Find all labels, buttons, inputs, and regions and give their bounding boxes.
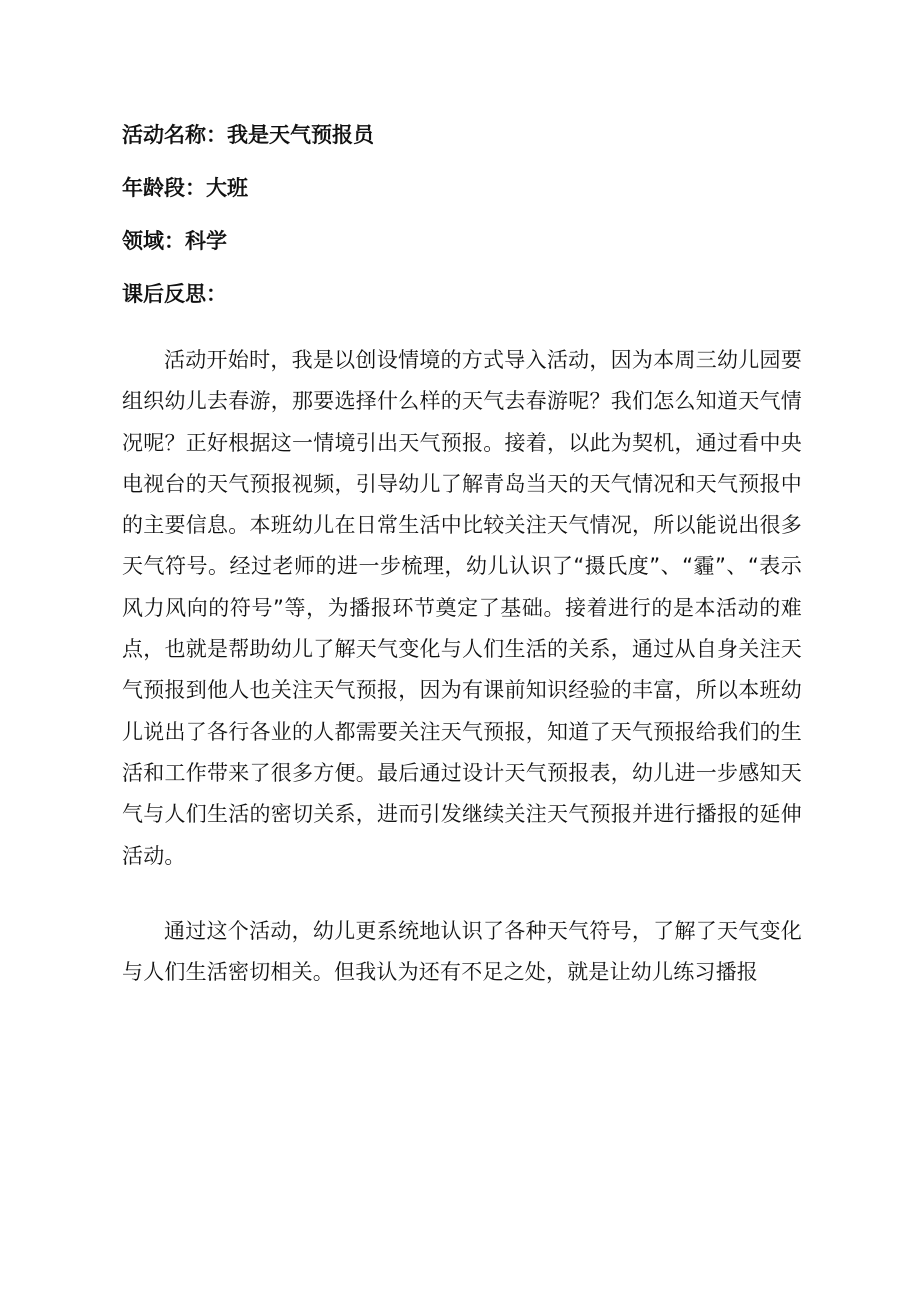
activity-name-line: 活动名称：我是天气预报员 xyxy=(122,123,374,147)
document-meta xyxy=(122,118,822,330)
reflection-heading: 课后反思： xyxy=(122,282,227,306)
domain-line: 领域：科学 xyxy=(122,229,227,253)
reflection-paragraph-2: 通过这个活动，幼儿更系统地认识了各种天气符号，了解了天气变化与人们生活密切相关。但我认为还有不足之处，就是让幼儿练习播报 xyxy=(122,918,802,985)
reflection-body xyxy=(122,340,802,993)
reflection-paragraph-1: 活动开始时，我是以创设情境的方式导入活动，因为本周三幼儿园要组织幼儿去春游，那要选择什么样的天气去春游呢？我们怎么知道天气情况呢？正好根据这一情境引出天气预报。接着，以此为契机，通过看中央电视台的天气预报视频，引导幼儿了解青岛当天的天气情况和天气预报中的主要信息。本班幼儿在日常生活中比较关注天气情况，所以能说出很多天气符号。经过老师的进一步梳理，幼儿认识了“摄氏度”、“霾”、“表示风力风向的符号”等，为播报环节奠定了基础。接着进行的是本活动的难点，也就是帮助幼儿了解天气变化与人们生活的关系，通过从自身关注天气预报到他人也关注天气预报，因为有课前知识经验的丰富，所以本班幼儿说出了各行各业的人都需要关注天气预报，知道了天气预报给我们的生活和工作带来了很多方便。最后通过设计天气预报表，幼儿进一步感知天气与人们生活的密切关系，进而引发继续关注天气预报并进行播报的延伸活动。 xyxy=(122,348,802,868)
age-group-line: 年龄段：大班 xyxy=(122,176,248,200)
